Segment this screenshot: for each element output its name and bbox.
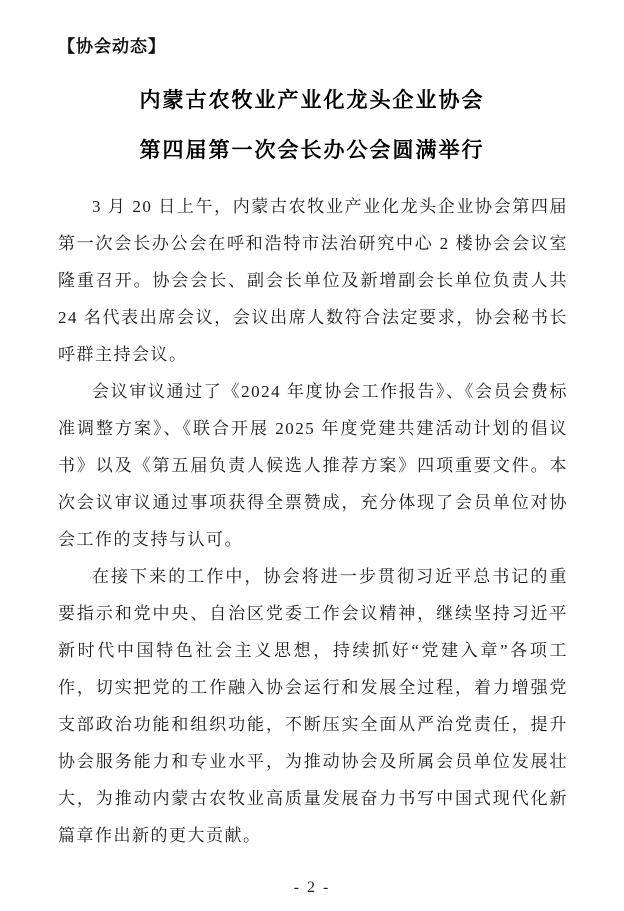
paragraph-2: 会议审议通过了《2024 年度协会工作报告》、《会员会费标准调整方案》、《联合开展 2025 年度党建共建活动计划的倡议书》以及《第五届负责人候选人推荐方案》四项重要文件。本次会议审议通过事项获得全票赞成，充分体现了会员单位对协会工作的支持与认可。	[58, 382, 568, 549]
paragraph-1: 3 月 20 日上午，内蒙古农牧业产业化龙头企业协会第四届第一次会长办公会在呼和浩特市法治研究中心 2 楼协会会议室隆重召开。协会会长、副会长单位及新增副会长单位负责人共 24 名代表出席会议，会议出席人数符合法定要求，协会秘书长呼群主持会议。	[58, 197, 568, 364]
document-title-line1: 内蒙古农牧业产业化龙头企业协会	[139, 89, 485, 112]
page-number: - 2 -	[293, 879, 331, 896]
document-body	[58, 188, 568, 854]
paragraph-3: 在接下来的工作中，协会将进一步贯彻习近平总书记的重要指示和党中央、自治区党委工作会议精神，继续坚持习近平新时代中国特色社会主义思想，持续抓好“党建入章”各项工作，切实把党的工作融入协会运行和发展全过程，着力增强党支部政治功能和组织功能，不断压实全面从严治党责任，提升协会服务能力和专业水平，为推动协会及所属会员单位发展壮大，为推动内蒙古农牧业高质量发展奋力书写中国式现代化新篇章作出新的更大贡献。	[58, 567, 568, 845]
section-label: 【协会动态】	[58, 37, 166, 56]
document-title-line2: 第四届第一次会长办公会圆满举行	[139, 139, 485, 162]
